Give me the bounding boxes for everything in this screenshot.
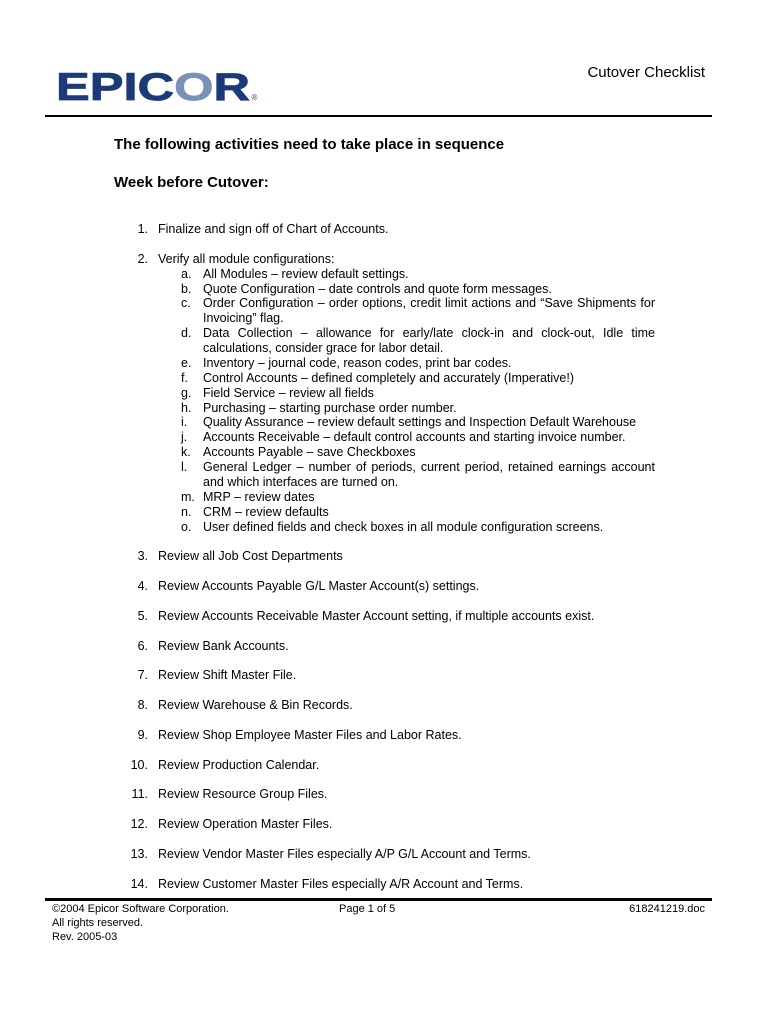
- item-number: 10.: [130, 757, 148, 772]
- subitem-letter: f.: [181, 370, 188, 385]
- epicor-logo: [55, 66, 260, 109]
- item-text: Review Production Calendar.: [158, 757, 320, 772]
- subitem-letter: g.: [181, 385, 192, 400]
- checklist-item: [0, 252, 768, 535]
- item-text: Review Operation Master Files.: [158, 817, 333, 831]
- document-title: Cutover Checklist: [587, 64, 705, 81]
- item-text: Review Customer Master Files especially A/R Account and Terms.: [158, 876, 524, 891]
- checklist-item: [0, 698, 768, 713]
- subitem-text: All Modules – review default settings.: [203, 266, 409, 281]
- subitem-text: Inventory – journal code, reason codes, print bar codes.: [203, 355, 512, 370]
- checklist-item: [0, 639, 768, 654]
- checklist-item: [0, 877, 768, 892]
- item-text: Review Vendor Master Files especially A/P G/L Account and Terms.: [158, 846, 531, 861]
- item-text: Finalize and sign off of Chart of Accounts.: [158, 222, 389, 236]
- item-number: 6.: [137, 638, 148, 653]
- logo-letter-o: O: [174, 66, 205, 109]
- item-number: 5.: [137, 608, 148, 623]
- subitem-letter: i.: [181, 415, 188, 430]
- item-number: 3.: [137, 549, 148, 564]
- subitem-letter: n.: [181, 504, 192, 519]
- checklist-item: [0, 579, 768, 594]
- subitem-letter: j.: [181, 430, 188, 445]
- config-subitem: [0, 356, 768, 371]
- subitem-letter: b.: [181, 281, 192, 296]
- subitem-letter: o.: [181, 519, 192, 534]
- item-text: Review Shift Master File.: [158, 668, 297, 683]
- rights-text: All rights reserved.: [52, 916, 144, 929]
- config-subitem: [0, 430, 768, 445]
- config-subitem: [0, 415, 768, 430]
- checklist-item: [0, 758, 768, 773]
- config-subitem: [0, 445, 768, 460]
- subitem-text: Accounts Payable – save Checkboxes: [203, 445, 416, 460]
- subitem-letter: d.: [181, 326, 192, 341]
- item-number: 14.: [130, 876, 148, 891]
- section-heading: Week before Cutover:: [114, 174, 269, 191]
- config-subitem: [0, 401, 768, 416]
- subitem-letter: c.: [181, 296, 191, 311]
- footer-copyright-block: [52, 902, 229, 944]
- config-subitem: [0, 520, 768, 535]
- item-text: Review all Job Cost Departments: [158, 549, 343, 564]
- subitem-letter: m.: [181, 489, 195, 504]
- subitem-text: Quote Configuration – date controls and quote form messages.: [203, 281, 552, 296]
- item-text: Review Bank Accounts.: [158, 638, 289, 653]
- item-text: Review Resource Group Files.: [158, 787, 328, 802]
- subitem-text: Control Accounts – defined completely and accurately (Imperative!): [203, 370, 575, 385]
- checklist-item: [0, 222, 768, 237]
- config-subitem: [0, 326, 768, 356]
- item-number: 8.: [137, 698, 148, 712]
- item-number: 1.: [137, 222, 148, 236]
- revision-text: Rev. 2005-03: [52, 930, 118, 943]
- checklist-item: [0, 668, 768, 683]
- item-text: Verify all module configurations:: [158, 251, 335, 266]
- config-subitem: [0, 371, 768, 386]
- copyright-text: ©2004 Epicor Software Corporation.: [52, 902, 229, 915]
- subitem-text: Data Collection – allowance for early/late clock-in and clock-out, Idle time calculations, consider grace for labor detail.: [203, 326, 655, 355]
- module-configuration-list: [0, 267, 768, 535]
- subitem-letter: a.: [181, 266, 192, 281]
- checklist-item: [0, 549, 768, 564]
- registered-mark: ®: [251, 93, 258, 102]
- subitem-text: General Ledger – number of periods, current period, retained earnings account and which interfaces are turned on.: [203, 460, 655, 489]
- item-number: 9.: [137, 727, 148, 742]
- checklist-item: [0, 817, 768, 832]
- item-number: 11.: [131, 787, 148, 802]
- item-text: Review Warehouse & Bin Records.: [158, 698, 353, 712]
- file-name: 618241219.doc: [629, 902, 705, 915]
- item-text: Review Shop Employee Master Files and Labor Rates.: [158, 727, 462, 742]
- subitem-text: Quality Assurance – review default settings and Inspection Default Warehouse: [203, 415, 637, 430]
- config-subitem: [0, 282, 768, 297]
- subitem-letter: e.: [181, 355, 192, 370]
- page-number: Page 1 of 5: [339, 902, 396, 915]
- logo-letters-end: R: [213, 66, 242, 109]
- subitem-text: Order Configuration – order options, credit limit actions and “Save Shipments for Invoicing” flag.: [203, 296, 655, 326]
- item-number: 13.: [130, 846, 148, 861]
- item-number: 12.: [130, 817, 148, 831]
- item-text: Review Accounts Receivable Master Account setting, if multiple accounts exist.: [158, 608, 595, 623]
- subitem-text: MRP – review dates: [203, 489, 315, 504]
- svg-text:EPICOR: [56, 66, 250, 109]
- logo-letters-start: EPIC: [56, 66, 148, 109]
- config-subitem: [0, 505, 768, 520]
- subitem-text: User defined fields and check boxes in all module configuration screens.: [203, 519, 604, 534]
- checklist-item: [0, 787, 768, 802]
- config-subitem: [0, 386, 768, 401]
- checklist-item: [0, 847, 768, 862]
- checklist-item: [0, 609, 768, 624]
- subitem-letter: k.: [181, 445, 191, 460]
- intro-heading: The following activities need to take place in sequence: [114, 136, 505, 153]
- config-subitem: [0, 460, 768, 490]
- item-number: 4.: [137, 579, 148, 593]
- subitem-letter: h.: [181, 400, 192, 415]
- item-text: Review Accounts Payable G/L Master Account(s) settings.: [158, 579, 480, 593]
- checklist-item: [0, 728, 768, 743]
- subitem-text: Field Service – review all fields: [203, 385, 374, 400]
- subitem-text: CRM – review defaults: [203, 504, 329, 519]
- subitem-letter: l.: [181, 460, 188, 474]
- item-number: 2.: [137, 251, 148, 266]
- config-subitem: [0, 296, 768, 326]
- cutover-checklist: [0, 222, 768, 906]
- subitem-text: Purchasing – starting purchase order number.: [203, 400, 457, 415]
- config-subitem: [0, 490, 768, 505]
- config-subitem: [0, 267, 768, 282]
- item-number: 7.: [137, 668, 148, 683]
- header-divider: [45, 115, 712, 117]
- subitem-text: Accounts Receivable – default control accounts and starting invoice number.: [203, 430, 626, 445]
